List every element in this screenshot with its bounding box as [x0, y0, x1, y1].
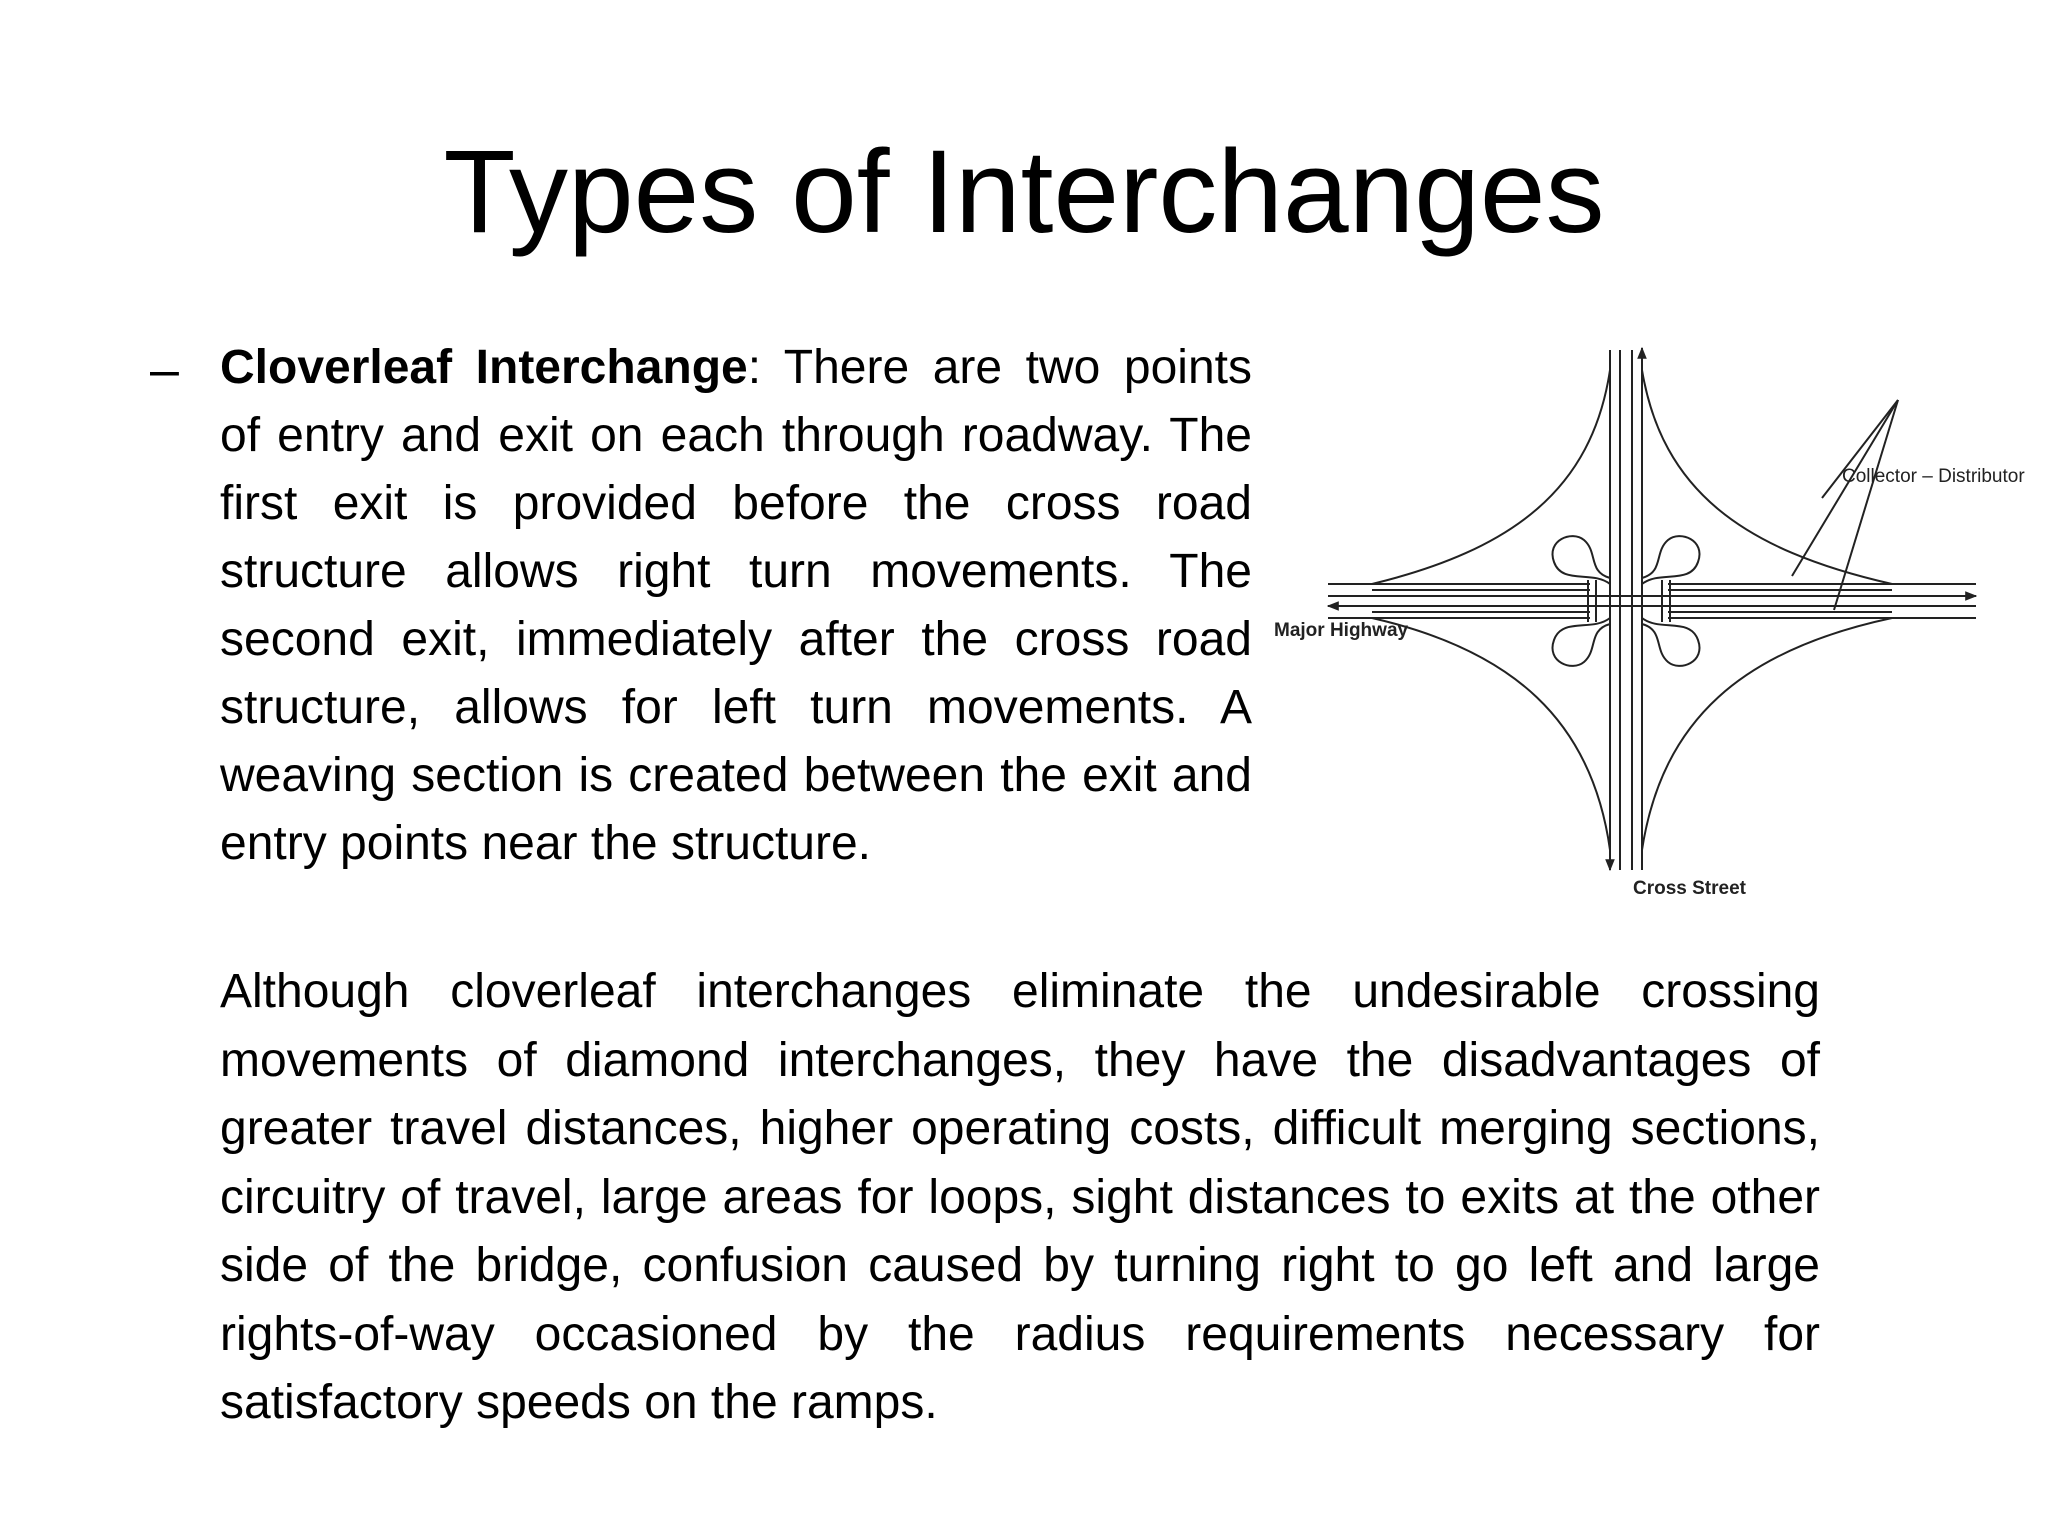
collector-pointer-lines	[1792, 400, 1898, 610]
cross-street-lines	[1610, 348, 1642, 870]
loop-ramps	[1552, 536, 1699, 666]
outer-ramps	[1328, 370, 1976, 850]
cloverleaf-diagram	[1262, 340, 2048, 920]
label-major-highway: Major Highway	[1274, 620, 1409, 641]
term-colon: :	[747, 341, 762, 394]
bullet-marker: –	[150, 341, 179, 399]
cloverleaf-paragraph	[220, 334, 1252, 878]
cloverleaf-term: Cloverleaf Interchange	[220, 341, 748, 394]
cloverleaf-description: There are two points of entry and exit on each through roadway. The first exit is provided before the cross road structure allows right turn movements. The second exit, immediately after the cross road structure, allows for left turn movements. A weaving section is created between the exit and entry points near the structure.	[220, 341, 1253, 870]
label-cross-street: Cross Street	[1633, 878, 1746, 899]
bridge-structure	[1588, 580, 1670, 622]
label-collector-distributor: Collector – Distributor	[1842, 466, 2025, 487]
major-highway-lines	[1328, 584, 1976, 618]
disadvantages-paragraph: Although cloverleaf interchanges eliminate the undesirable crossing movements of diamond interchanges, they have the disadvantages of greater travel distances, higher operating costs, difficult merging sections, circuitry of travel, large areas for loops, sight distances to exits at the other side of the bridge, confusion caused by turning right to go left and large rights-of-way occasioned by the radius requirements necessary for satisfactory speeds on the ramps.	[220, 965, 1820, 1429]
slide-title: Types of Interchanges	[443, 126, 1605, 258]
